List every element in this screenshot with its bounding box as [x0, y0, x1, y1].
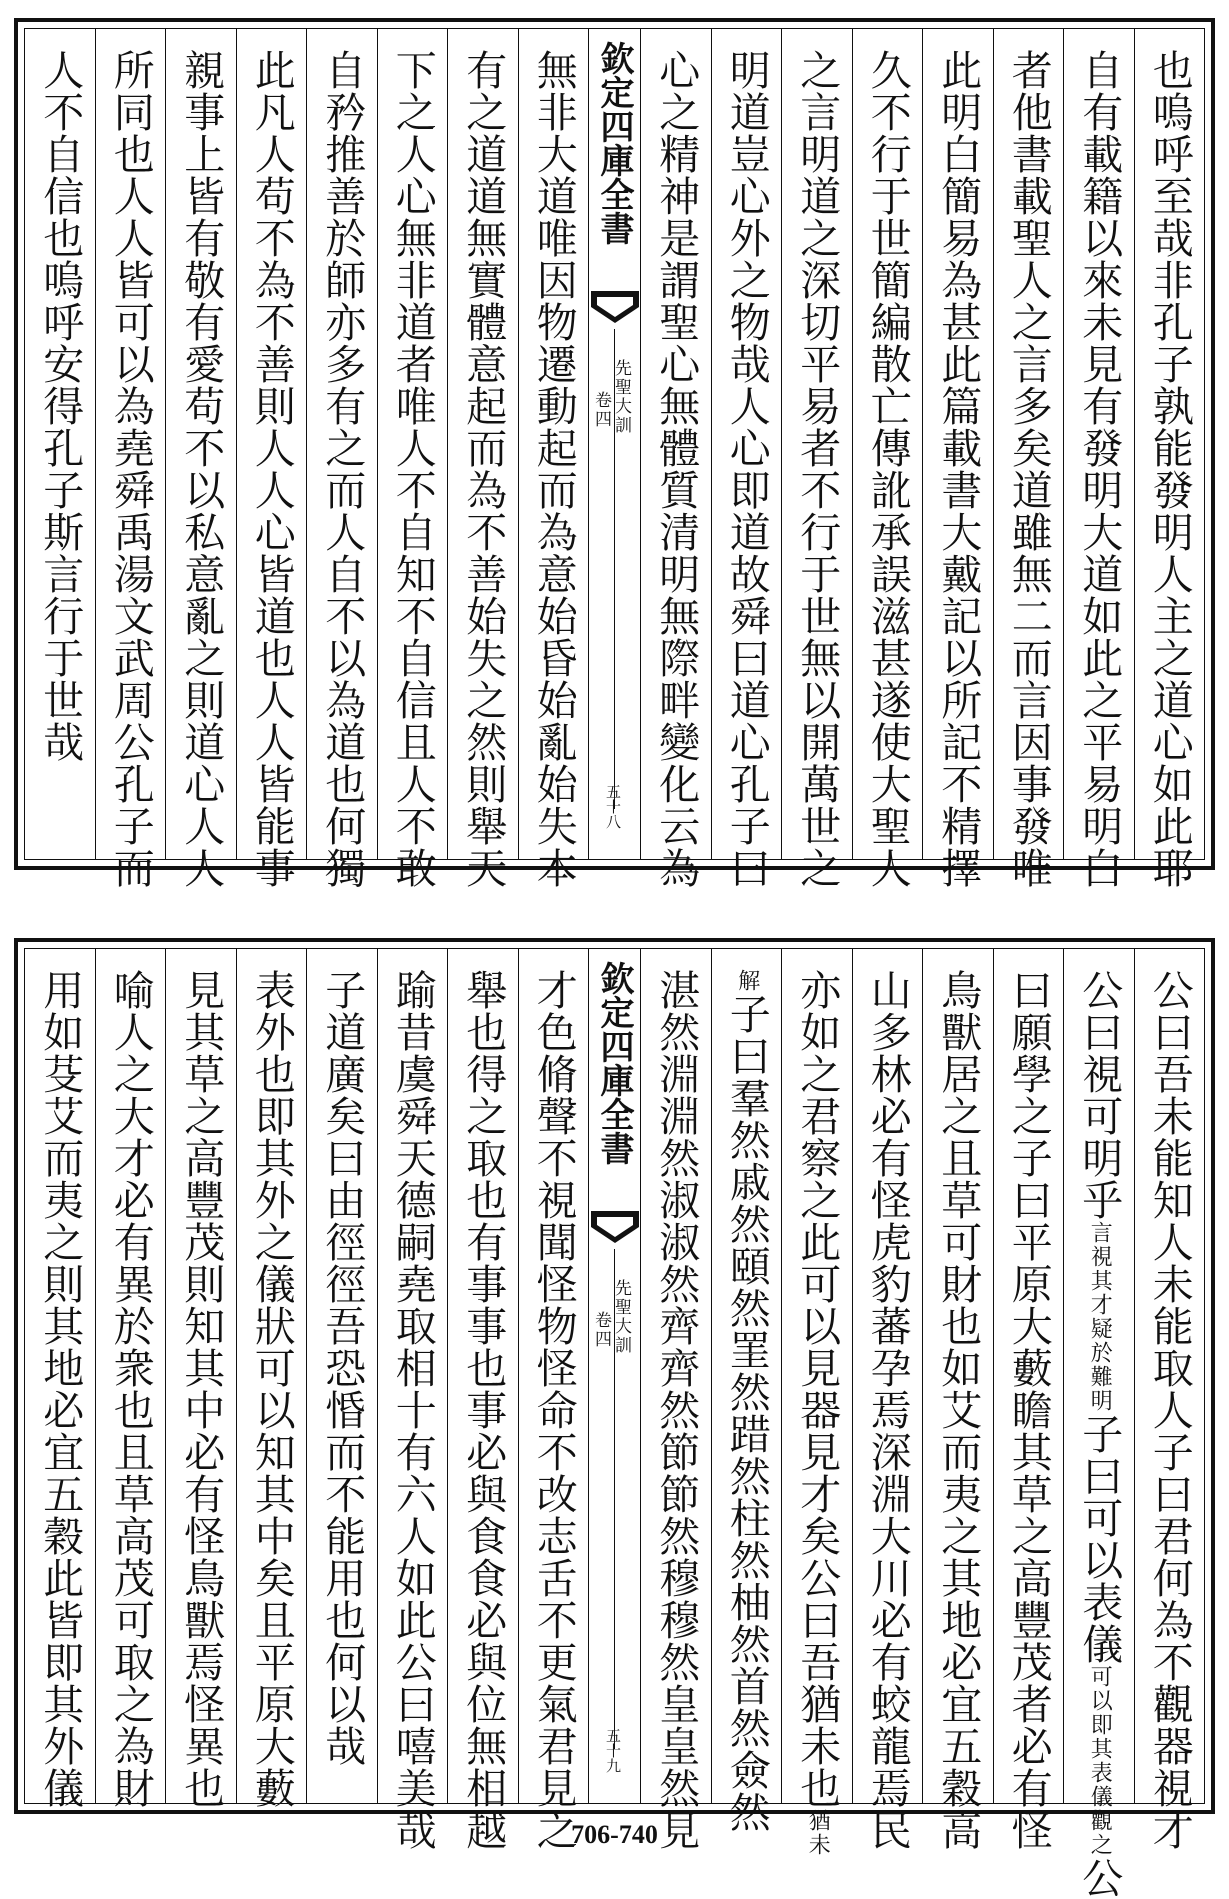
text-column: 舉也得之取也有事事也事必與食食必與位無相越: [447, 949, 518, 1803]
text-column: 人不自信也嗚呼安得孔子斯言行于世哉: [36, 49, 85, 763]
commentary-note: 解: [734, 969, 760, 993]
page-top-columns: [25, 29, 1204, 889]
text-column: 下之人心無非道者唯人不自知不自信且人不敢: [377, 29, 448, 859]
page-top-frame: [24, 28, 1205, 889]
series-title: 欽定四庫全書: [594, 41, 634, 245]
fishtail-mark-icon: [589, 287, 641, 327]
text-column: 公曰吾未能知人未能取人子曰君何為不觀器視才: [1134, 949, 1205, 1803]
juan-number: 卷四: [591, 1311, 611, 1349]
text-column: 有之道道無實體意起而為不善始失之然則舉天: [447, 29, 518, 859]
text-column: 用如芟艾而夷之則其地必宜五穀此皆即其外儀: [36, 969, 85, 1809]
center-fold-column: [588, 949, 640, 1803]
text-column: 自有載籍以來未見有發明大道如此之平易明白: [1063, 29, 1134, 859]
center-fold-column: [588, 29, 640, 859]
juan-number: 卷四: [591, 391, 611, 429]
text-column: 親事上皆有敬有愛苟不以私意亂之則道心人人: [165, 29, 236, 859]
text-column: 此明白簡易為甚此篇載書大戴記以所記不精擇: [922, 29, 993, 859]
text-column: 久不行于世簡編散亡傳訛承誤滋甚遂使大聖人: [852, 29, 923, 859]
book-title: 先聖大訓: [611, 1279, 631, 1355]
text-column: 見其草之高豐茂則知其中必有怪鳥獸焉怪異也: [165, 949, 236, 1803]
page-code: 706-740: [571, 1820, 658, 1849]
text-column: 踰昔虞舜天德嗣堯取相十有六人如此公曰嘻美哉: [377, 949, 448, 1803]
text-column: 所同也人人皆可以為堯舜禹湯文武周公孔子而: [95, 29, 166, 859]
text-column: 明道豈心外之物哉人心即道故舜曰道心孔子曰: [711, 29, 782, 859]
leaf-number: 五十八: [604, 784, 622, 829]
text-column: 自矜推善於師亦多有之而人自不以為道也何獨: [306, 29, 377, 859]
text-column: 心之精神是謂聖心無體質清明無際畔變化云為: [640, 29, 711, 859]
leaf-number: 五十九: [604, 1728, 622, 1773]
text-column: 解子曰羣然戚然頤然罣然踖然柱然柚然首然僉然: [711, 949, 782, 1803]
text-column: 者他書載聖人之言多矣道雖無二而言因事發唯: [993, 29, 1064, 859]
series-title: 欽定四庫全書: [594, 961, 634, 1165]
text-column: 才色脩聲不視聞怪物怪命不改志舌不更氣君見之: [518, 949, 589, 1803]
text-column: 曰願學之子曰平原大藪瞻其草之高豐茂者必有怪: [993, 949, 1064, 1803]
text-column: 鳥獸居之且草可財也如艾而夷之其地必宜五穀高: [922, 949, 993, 1803]
text-column: 也嗚呼至哉非孔子孰能發明人主之道心如此耶: [1134, 29, 1205, 859]
text-column: 之言明道之深切平易者不行于世無以開萬世之: [781, 29, 852, 859]
fishtail-mark-icon: [589, 1207, 641, 1247]
text-column: 此凡人苟不為不善則人人心皆道也人人皆能事: [236, 29, 307, 859]
text-column: 山多林必有怪虎豹蕃孕焉深淵大川必有蛟龍焉民: [852, 949, 923, 1803]
page-top: [14, 18, 1215, 889]
commentary-note: 可以即其表儀觀之: [1087, 1665, 1113, 1857]
text-column: 公曰視可明乎言視其才疑於難明子曰可以表儀可以即其表儀觀之公: [1063, 949, 1134, 1803]
commentary-note: 言視其才疑於難明: [1087, 1221, 1113, 1413]
text-column: 亦如之君察之此可以見器見才矣公曰吾猶未也猶未: [781, 949, 852, 1803]
commentary-note: 猶未: [805, 1809, 831, 1857]
text-column: 表外也即其外之儀狀可以知其中矣且平原大藪: [236, 949, 307, 1803]
text-column: 喻人之大才必有異於衆也且草高茂可取之為財: [95, 949, 166, 1803]
text-column: 湛然淵淵然淑淑然齊齊然節節然穆穆然皇皇然見: [640, 949, 711, 1803]
text-column: 子道廣矣曰由徑徑吾恐惛而不能用也何以哉: [306, 949, 377, 1803]
text-column: 無非大道唯因物遷動起而為意始昏始亂始失本: [518, 29, 589, 859]
book-title: 先聖大訓: [611, 359, 631, 435]
